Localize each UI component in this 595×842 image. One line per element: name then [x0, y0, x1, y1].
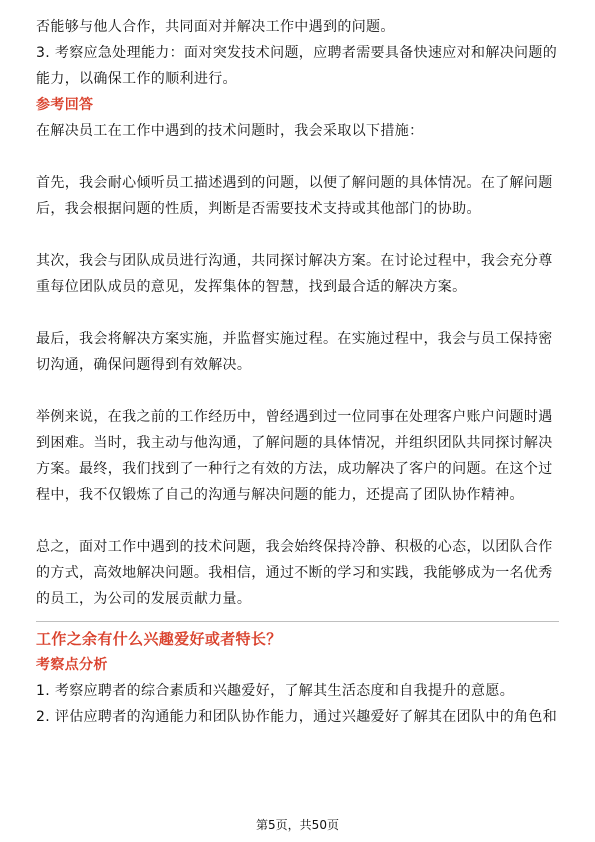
answer-paragraph-first: 首先，我会耐心倾听员工描述遇到的问题，以便了解问题的具体情况。在了解问题后，我会根据问题的性质，判断是否需要技术支持或其他部门的协助。 [36, 175, 553, 217]
intro-line: 否能够与他人合作，共同面对并解决工作中遇到的问题。 [36, 19, 395, 35]
answer-paragraph-second: 其次，我会与团队成员进行沟通，共同探讨解决方案。在讨论过程中，我会充分尊重每位团队成员的意见，发挥集体的智慧，找到最合适的解决方案。 [36, 253, 553, 295]
section-divider [36, 621, 559, 622]
answer-lead: 在解决员工在工作中遇到的技术问题时，我会采取以下措施： [36, 123, 424, 139]
analysis-heading: 考察点分析 [36, 657, 108, 673]
reference-answer-heading: 参考回答 [36, 97, 94, 113]
document-page [36, 14, 559, 730]
evaluation-point-3: 3. 考察应急处理能力：面对突发技术问题，应聘者需要具备快速应对和解决问题的能力，以确保工作的顺利进行。 [36, 45, 558, 87]
analysis-point-1: 1. 考察应聘者的综合素质和兴趣爱好，了解其生活态度和自我提升的意愿。 [36, 683, 515, 699]
question-title: 工作之余有什么兴趣爱好或者特长？ [36, 630, 282, 648]
answer-paragraph-example: 举例来说，在我之前的工作经历中，曾经遇到过一位同事在处理客户账户问题时遇到困难。当时，我主动与他沟通，了解问题的具体情况，并组织团队共同探讨解决方案。最终，我们找到了一种行之有效的方法，成功解决了客户的问题。在这个过程中，我不仅锻炼了自己的沟通与解决问题的能力，还提高了团队协作精神。 [36, 409, 553, 503]
page-number: 第5页，共50页 [256, 818, 339, 832]
answer-paragraph-third: 最后，我会将解决方案实施，并监督实施过程。在实施过程中，我会与员工保持密切沟通，确保问题得到有效解决。 [36, 331, 553, 373]
answer-paragraph-summary: 总之，面对工作中遇到的技术问题，我会始终保持冷静、积极的心态，以团队合作的方式，高效地解决问题。我相信，通过不断的学习和实践，我能够成为一名优秀的员工，为公司的发展贡献力量。 [36, 539, 553, 607]
analysis-point-2: 2. 评估应聘者的沟通能力和团队协作能力，通过兴趣爱好了解其在团队中的角色和 [36, 709, 558, 725]
